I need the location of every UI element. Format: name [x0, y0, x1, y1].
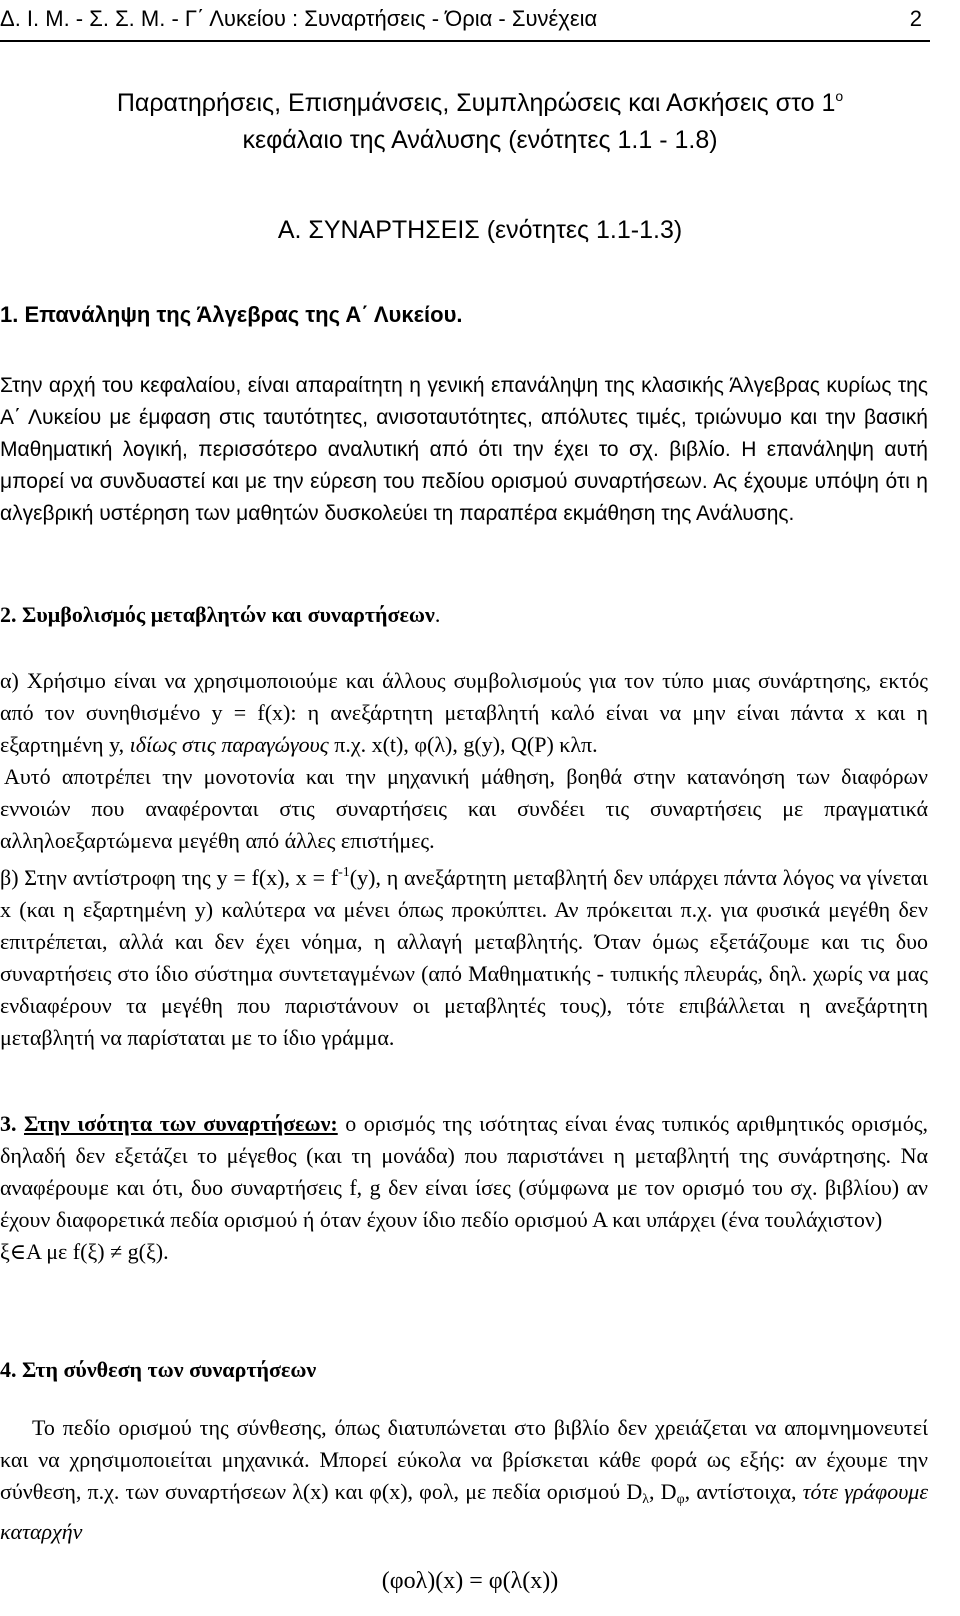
section-a-heading: Α. ΣΥΝΑΡΤΗΣΕΙΣ (ενότητες 1.1-1.3): [277, 216, 683, 244]
section-2-point-b: β) Στην αντίστροφη της y = f(x), $x = f^{-1}(y)$, η ανεξάρτητη μεταβλητή δεν υπάρχει πάντα λόγος να γίνεται x (και η εξαρτημένη y) καλύτερα να μένει όπως προκύπτει. Αν πρόκειται π.χ. για φυσικά μεγέθη δεν επιτρέπεται, αλλά και δεν έχει νόημα, η αλλαγή μεταβλητής. Όταν όμως εξετάζουμε και τις δυο συναρτήσεις στο ίδιο σύστημα συντεταγμένων (από Μαθηματικής - τυπικής πλευράς, δηλ. χωρίς να μας ενδιαφέρουν τα μεγέθη που παριστάνουν οι μεταβλητές τους), τότε επιβάλλεται η ανεξάρτητη μεταβλητή να παρίσταται με το ίδιο γράμμα.: [0, 865, 928, 1050]
section-2-point-a-continued: Αυτό αποτρέπει την μονοτονία και την μηχανική μάθηση, βοηθά στην κατανόηση των διαφόρων εννοιών που αναφέρονται στις συναρτήσεις και συνδέει τις συναρτήσεις με πραγματικά αλληλοεξαρτώμενα μεγέθη από άλλες επιστήμες.: [0, 764, 928, 853]
section-3-body: ο ορισμός της ισότητας είναι ένας τυπικός αριθμητικός ορισμός, δηλαδή δεν εξετάζει το μέγεθος (και τη μονάδα) που παριστάνει η μεταβλητή της συνάρτησης. Να αναφέρουμε και ότι, δυο συναρτήσεις f, g δεν είναι ίσες (σύμφωνα με τον ορισμό του σχ. βιβλίου) αν έχουν διαφορετικά πεδία ορισμού ή όταν έχουν ίδιο πεδίο ορισμού Α και υπάρχει (ένα τουλάχιστον): [0, 1111, 928, 1232]
section-2-heading: 2. Συμβολισμός μεταβλητών και συναρτήσεων.: [0, 602, 441, 627]
section-2-body: [0, 665, 928, 1054]
section-3: [0, 1108, 928, 1268]
section-1-paragraph: Στην αρχή του κεφαλαίου, είναι απαραίτητη η γενική επανάληψη της κλασικής Άλγεβρας κυρίως της Α΄ Λυκείου με έμφαση στις ταυτότητες, ανισοταυτότητες, απόλυτες τιμές, τριώνυμο και την βασική Μαθηματική λογική, περισσότερο αναλυτική από ότι την έχει το σχ. βιβλίο. Η επανάληψη αυτή μπορεί να συνδυαστεί και με την εύρεση του πεδίου ορισμού συναρτήσεων. Ας έχουμε υπόψη ότι η αλγεβρική υστέρηση των μαθητών δυσκολεύει τη παραπέρα εκμάθηση της Ανάλυσης.: [0, 374, 928, 525]
section-4-body: Το πεδίο ορισμού της σύνθεσης, όπως διατυπώνεται στο βιβλίο δεν χρειάζεται να απομνημονευτεί και να χρησιμοποιείται μηχανικά. Μπορεί εύκολα να βρίσκεται κάθε φορά ως εξής: αν έχουμε την σύνθεση, π.χ. των συναρτήσεων λ(x) και φ(x), φολ, με πεδία ορισμού $D_\lambda$, $D_\varphi$, αντίστοιχα, τότε γράφουμε καταρχήν: [0, 1415, 929, 1544]
italic-phrase: τότε γράφουμε καταρχήν: [0, 1479, 929, 1544]
section-3-formula: ξ∈Α με f(ξ) ≠ g(ξ).: [0, 1239, 169, 1264]
header-rule: [0, 40, 930, 42]
italic-phrase: ιδίως στις παραγώγους: [129, 732, 329, 757]
doc-title-line1: Παρατηρήσεις, Επισημάνσεις, Συμπληρώσεις και Ασκήσεις στο $1^o$: [116, 88, 844, 117]
doc-title-line2: κεφάλαιο της Ανάλυσης (ενότητες 1.1 - 1.8): [242, 126, 718, 154]
section-4-heading: 4. Στη σύνθεση των συναρτήσεων: [0, 1357, 317, 1382]
header-title: Δ. Ι. Μ. - Σ. Σ. Μ. - Γ΄ Λυκείου : Συναρτήσεις - Όρια - Συνέχεια: [0, 6, 598, 31]
section-3-heading: Στην ισότητα των συναρτήσεων:: [24, 1111, 338, 1136]
page-number: 2: [909, 6, 922, 31]
section-2-point-a: α) Χρήσιμο είναι να χρησιμοποιούμε και άλλους συμβολισμούς για τον τύπο μιας συνάρτησης, εκτός από τον συνηθισμένο y = f(x): η ανεξάρτητη μεταβλητή καλό είναι να μην είναι πάντα x και η εξαρτημένη y, ιδίως στις παραγώγους π.χ. x(t), φ(λ), g(y), Q(P) κλπ.: [0, 668, 928, 757]
section-1-heading: 1. Επανάληψη της Άλγεβρας της Α΄ Λυκείου.: [0, 302, 463, 327]
composition-formula: (φολ)(x) = φ(λ(x)): [381, 1568, 559, 1594]
section-1-body: [0, 370, 928, 530]
superscript: ο: [835, 88, 844, 104]
section-3-number: 3.: [0, 1111, 17, 1136]
